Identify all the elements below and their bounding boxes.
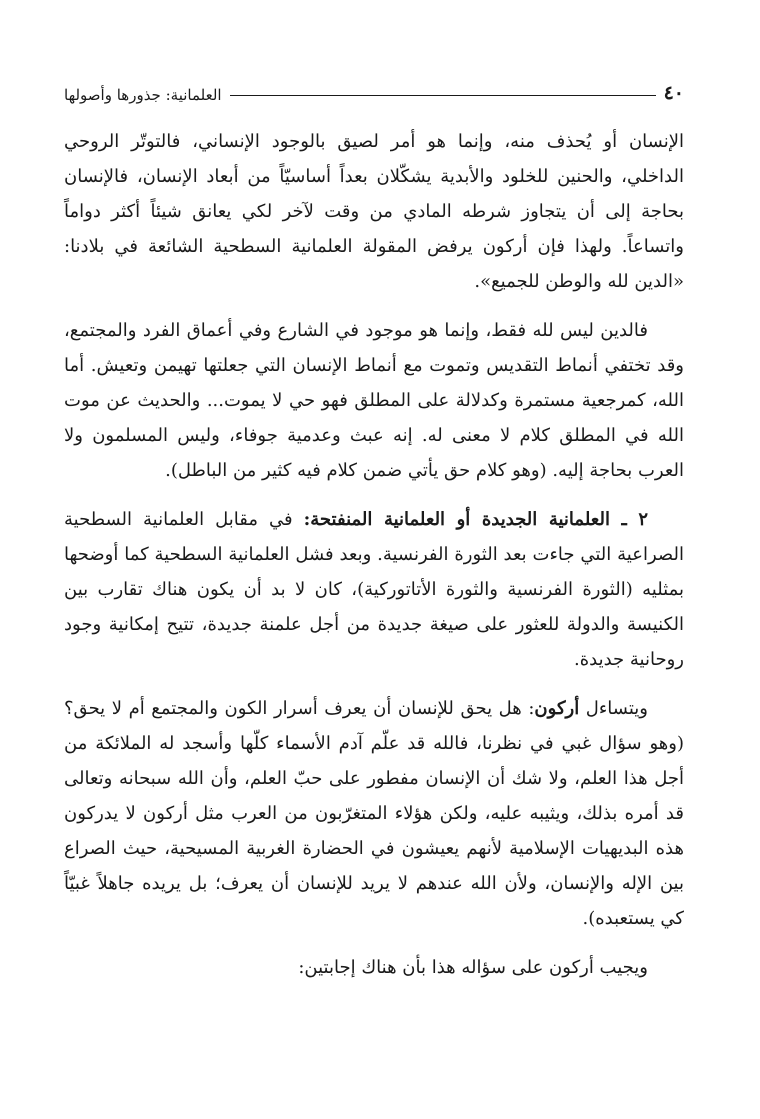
header-rule [230,95,656,96]
paragraph-4-lead: ويتساءل [579,698,648,719]
section-heading: ٢ ـ العلمانية الجديدة أو العلمانية المنفتحة: [303,509,648,530]
running-header [64,78,684,106]
paragraph-3 [64,502,684,677]
body-text [64,124,684,985]
book-page [64,78,684,1088]
running-title: العلمانية: جذورها وأصولها [64,86,222,104]
paragraph-1: الإنسان أو يُحذف منه، وإنما هو أمر لصيق بالوجود الإنساني، فالتوتّر الروحي الداخلي، والحنين للخلود والأبدية يشكّلان بعداً أساسيّاً من أبعاد الإنسان، فالإنسان بحاجة إلى أن يتجاوز شرطه المادي من وقت لآخر لكي يعانق شيئاً أكثر دواماً واتساعاً. ولهذا فإن أركون يرفض المقولة العلمانية السطحية الشائعة في بلادنا: «الدين لله والوطن للجميع». [64,131,684,292]
paragraph-4-text: : هل يحق للإنسان أن يعرف أسرار الكون والمجتمع أم لا يحق؟ (وهو سؤال غبي في نظرنا، فالله قد علّم آدم الأسماء كلّها وأسجد له الملائكة من أجل هذا العلم، ولا شك أن الإنسان مفطور على حبّ العلم، وأن الله سبحانه وتعالى قد أمره بذلك، ويثيبه عليه، ولكن هؤلاء المتغرّبون من العرب مثل أركون لا يدركون هذه البديهيات الإسلامية لأنهم يعيشون في الحضارة الغربية المسيحية، حيث الصراع بين الإله والإنسان، ولأن الله عندهم لا يريد للإنسان أن يعرف؛ بل يريده جاهلاً غبيّاً كي يستعبده). [64,698,684,929]
paragraph-5: ويجيب أركون على سؤاله هذا بأن هناك إجابتين: [298,957,648,978]
page-number: ٤٠ [663,82,684,104]
paragraph-4 [64,691,684,936]
author-name: أركون [534,698,580,719]
paragraph-2: فالدين ليس لله فقط، وإنما هو موجود في الشارع وفي أعماق الفرد والمجتمع، وقد تختفي أنماط التقديس وتموت مع أنماط الإنسان التي جعلتها تهيمن وتعيش. أما الله، كمرجعية مستمرة وكدلالة على المطلق فهو حي لا يموت... والحديث عن موت الله في المطلق كلام لا معنى له. إنه عبث وعدمية جوفاء، وليس المسلمون ولا العرب بحاجة إليه. (وهو كلام حق يأتي ضمن كلام فيه كثير من الباطل). [64,320,684,481]
paragraph-3-text: في مقابل العلمانية السطحية الصراعية التي جاءت بعد الثورة الفرنسية. وبعد فشل العلمانية السطحية كما أوضحها بمثليه (الثورة الفرنسية والثورة الأتاتوركية)، كان لا بد أن يكون هناك تقارب بين الكنيسة والدولة للعثور على صيغة جديدة من أجل علمنة جديدة، تتيح إمكانية وجود روحانية جديدة. [64,509,684,670]
